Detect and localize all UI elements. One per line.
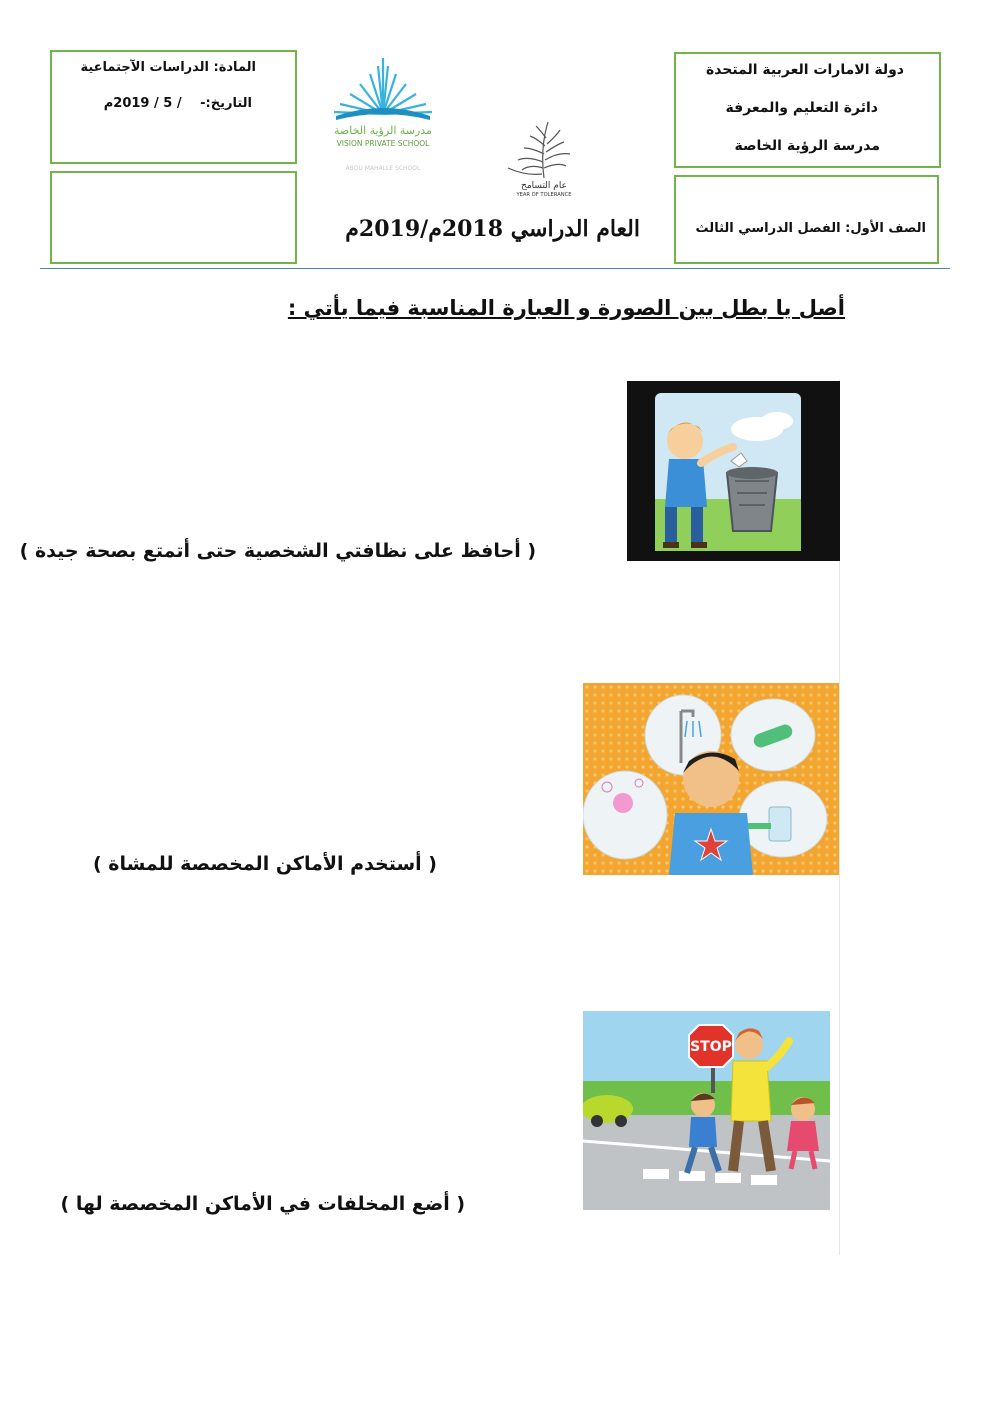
tolerance-arabic: عام التسامح — [521, 181, 567, 191]
date-line — [104, 96, 252, 111]
stop-sign-text: STOP — [690, 1039, 732, 1055]
subject-label: المادة: — [213, 60, 256, 75]
statement-hygiene: ( أحافظ على نظافتي الشخصية حتى أتمتع بصحة جيدة ) — [19, 540, 536, 562]
school-logo-english: VISION PRIVATE SCHOOL — [336, 139, 430, 148]
subject-line — [80, 60, 256, 75]
statement-pedestrian: ( أستخدم الأماكن المخصصة للمشاة ) — [92, 853, 437, 875]
header-divider — [40, 268, 950, 269]
picture-trash-bin — [627, 381, 840, 561]
grade-term-line — [696, 221, 926, 236]
school-name: مدرسة الرؤية الخاصة — [734, 138, 880, 154]
instruction-heading: أصل يا بطل بين الصورة و العبارة المناسبة فيما يأتي : — [287, 296, 845, 320]
date-label: التاريخ:- — [200, 96, 252, 111]
year-of-tolerance-logo — [500, 118, 588, 200]
term-label: الفصل الدراسي الثالث — [695, 221, 841, 236]
school-logo-arabic: مدرسة الرؤية الخاصة — [334, 124, 432, 137]
picture-personal-hygiene — [583, 683, 839, 875]
academic-year-title: العام الدراسي 2018م/2019م — [345, 216, 640, 242]
grade-term-box — [674, 175, 939, 264]
school-logo — [322, 52, 444, 182]
country-name: دولة الامارات العربية المتحدة — [705, 62, 904, 78]
picture-crossing-guard — [583, 1011, 830, 1210]
blank-box — [50, 171, 297, 264]
subject-value: الدراسات الآجتماعية — [80, 60, 209, 75]
grade-label: الصف الأول: — [845, 221, 926, 236]
statement-trash: ( أضع المخلفات في الأماكن المخصصة لها ) — [60, 1193, 465, 1215]
date-value: / 5 / 2019م — [103, 96, 182, 111]
school-logo-city: ABOU MAHALLE SCHOOL — [345, 165, 421, 172]
tolerance-english: YEAR OF TOLERANCE — [516, 192, 572, 198]
department-name: دائرة التعليم والمعرفة — [725, 100, 878, 116]
